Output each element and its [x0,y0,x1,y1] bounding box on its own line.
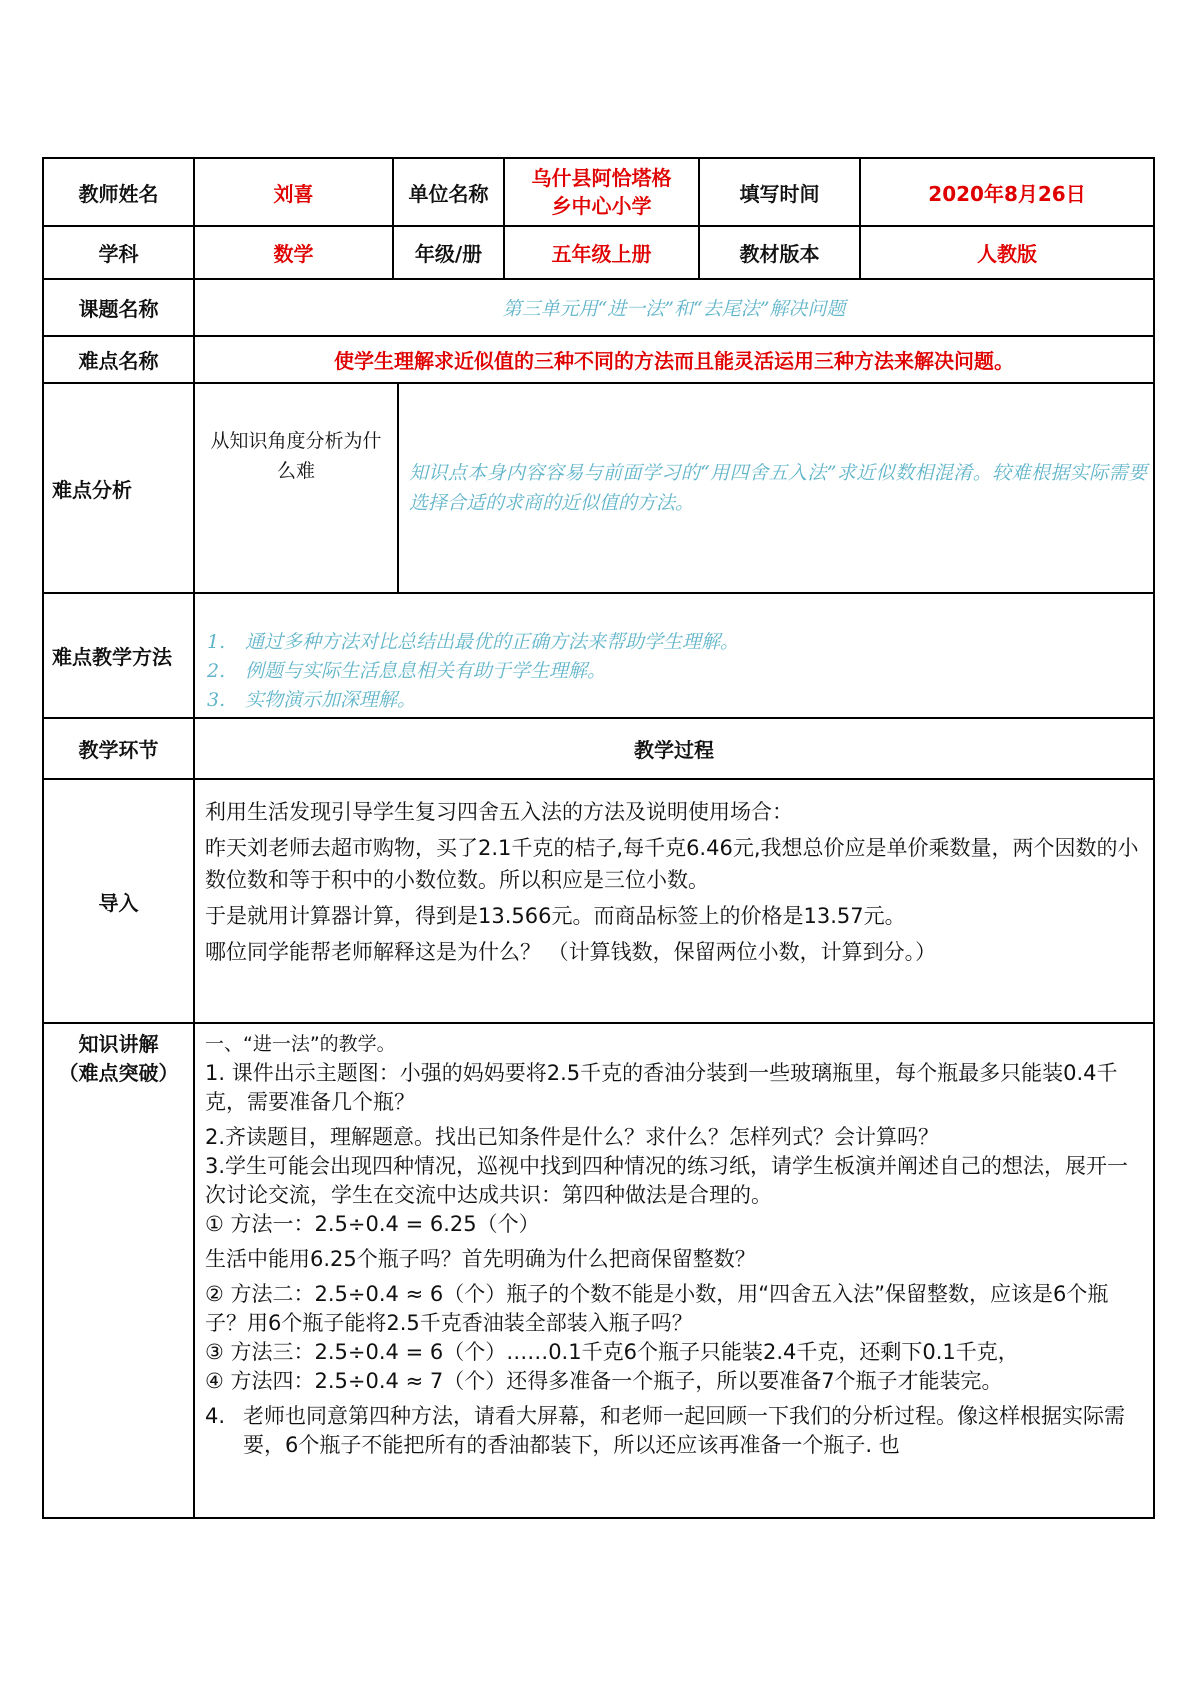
subject-value: 数学 [273,242,314,266]
method-item-num: 1. [207,631,226,653]
edition-value: 人教版 [977,242,1037,266]
lesson-plan-table [42,157,1155,1519]
method-item-num: 2. [207,660,226,682]
intro-paragraph: 昨天刘老师去超市购物，买了2.1千克的桔子,每千克6.46元,我想总价应是单价乘数量，两个因数的小数位数和等于积中的小数位数。所以积应是三位小数。 [205,836,1139,892]
method-item-text: 例题与实际生活息息相关有助于学生理解。 [245,660,607,682]
unit-label: 单位名称 [408,181,489,206]
analysis-label: 难点分析 [52,477,132,502]
knowledge-paragraph: 一、“进一法”的教学。 [205,1033,396,1055]
topic-label: 课题名称 [78,297,159,321]
analysis-sub-label: 从知识角度分析为什么难 [210,430,382,482]
knowledge-paragraph: ② 方法二：2.5÷0.4 ≈ 6（个）瓶子的个数不能是小数，用“四舍五入法”保留整数，应该是6个瓶子？用6个瓶子能将2.5千克香油装全部装入瓶子吗？ [205,1282,1109,1335]
knowledge-paragraph: 1. 课件出示主题图：小强的妈妈要将2.5千克的香油分装到一些玻璃瓶里，每个瓶最多只能装0.4千克，需要准备几个瓶？ [205,1061,1118,1114]
edition-label: 教材版本 [739,242,820,266]
subject-label: 学科 [98,242,139,266]
method-item [207,686,1153,715]
intro-content [195,780,1153,1022]
knowledge-label-line1: 知识讲解 [78,1032,159,1056]
unit-name: 乌什县阿恰塔格乡中心小学 [531,166,672,218]
intro-paragraph: 利用生活发现引导学生复习四舍五入法的方法及说明使用场合： [205,800,793,824]
difficulty-label: 难点名称 [78,349,159,373]
knowledge-label [44,1024,193,1104]
knowledge-paragraph: ③ 方法三：2.5÷0.4 = 6（个）……0.1千克6个瓶子只能装2.4千克，还剩下0.1千克， [205,1340,1019,1364]
date-value: 2020年8月26日 [928,181,1086,206]
knowledge-paragraph: ④ 方法四：2.5÷0.4 ≈ 7（个）还得多准备一个瓶子，所以要准备7个瓶子才能装完。 [205,1369,1003,1393]
grade-value: 五年级上册 [551,242,652,266]
knowledge-list-item [205,1402,1139,1460]
method-item [207,657,1153,686]
method-label: 难点教学方法 [52,645,172,669]
knowledge-item-text: 老师也同意第四种方法，请看大屏幕，和老师一起回顾一下我们的分析过程。像这样根据实际需要，6个瓶子不能把所有的香油都装下，所以还应该再准备一个瓶子. 也 [243,1404,1125,1457]
intro-label: 导入 [98,890,139,915]
knowledge-content [195,1024,1153,1519]
difficulty-value: 使学生理解求近似值的三种不同的方法而且能灵活运用三种方法来解决问题。 [334,349,1014,373]
topic-value: 第三单元用“进一法”和“去尾法”解决问题 [502,298,846,320]
method-item-text: 通过多种方法对比总结出最优的正确方法来帮助学生理解。 [245,631,740,653]
method-item-text: 实物演示加深理解。 [245,689,417,711]
process-stage-label: 教学环节 [78,738,159,762]
knowledge-paragraph: 2.齐读题目，理解题意。找出已知条件是什么？求什么？怎样列式？会计算吗？ [205,1125,940,1149]
knowledge-paragraph: 生活中能用6.25个瓶子吗？首先明确为什么把商保留整数？ [205,1247,756,1271]
intro-paragraph: 哪位同学能帮老师解释这是为什么？ （计算钱数，保留两位小数，计算到分。） [205,940,937,964]
knowledge-paragraph: 3.学生可能会出现四种情况，巡视中找到四种情况的练习纸，请学生板演并阐述自己的想法，展开一次讨论交流，学生在交流中达成共识：第四种做法是合理的。 [205,1154,1129,1207]
knowledge-paragraph: ① 方法一：2.5÷0.4 = 6.25（个） [205,1212,540,1236]
analysis-value: 知识点本身内容容易与前面学习的“用四舍五入法”求近似数相混淆。较难根据实际需要选择合适的求商的近似值的方法。 [409,462,1147,514]
teacher-label: 教师姓名 [78,181,159,206]
teacher-name: 刘喜 [273,181,314,206]
knowledge-label-line2: （难点突破） [58,1061,179,1085]
method-item-num: 3. [207,689,226,711]
knowledge-item-num: 4. [205,1404,226,1428]
date-label: 填写时间 [739,181,820,206]
method-list [195,594,1153,717]
grade-label: 年级/册 [414,242,483,266]
process-header: 教学过程 [634,738,714,762]
method-item [207,628,1153,657]
intro-paragraph: 于是就用计算器计算，得到是13.566元。而商品标签上的价格是13.57元。 [205,904,906,928]
